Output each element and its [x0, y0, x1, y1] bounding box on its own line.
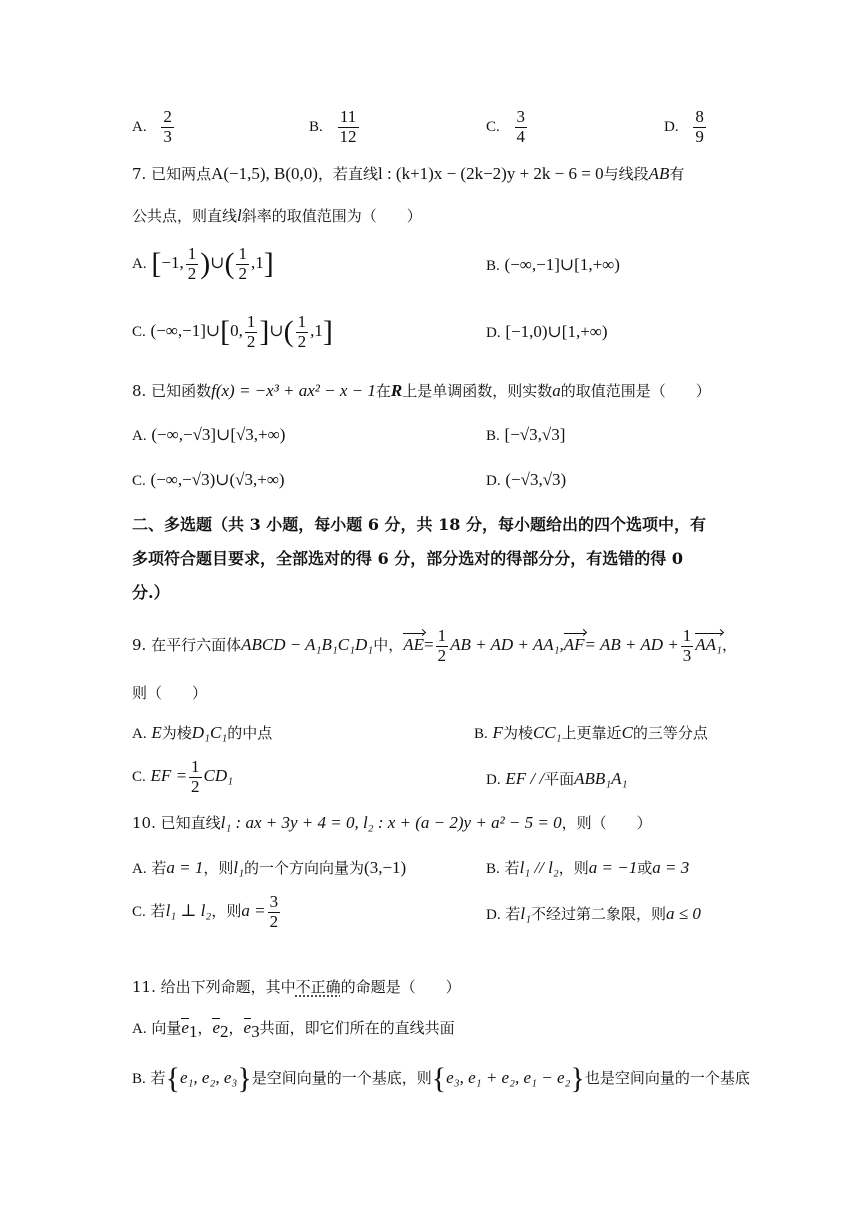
q9-then: 则（ ）	[132, 684, 208, 702]
q6-a-fraction: $\frac{2}{3}$	[163, 107, 172, 146]
q11-stem: 11. 给出下列命题，其中不正确的命题是（ ）	[132, 978, 461, 996]
q8-option-d: D. (−√3,√3)	[486, 470, 567, 489]
q6-d-fraction: $\frac{8}{9}$	[695, 107, 704, 146]
q7-option-a: A. [−1, $\frac{1}{2}$ )∪( $\frac{1}{2}$ ,1]	[132, 244, 274, 283]
q6-option-a: A. $\frac{2}{3}$	[132, 107, 172, 146]
q6-b-fraction: $\frac{11}{12}$	[339, 107, 357, 146]
q7-stem-line1: 7. 已知两点A(−1,5), B(0,0)，若直线l : (k+1)x − (2k−2)y + 2k − 6 = 0与线段AB有	[132, 164, 685, 183]
q9-option-a: A. E为棱D₁C₁的中点	[132, 723, 273, 742]
q10-option-c: C. 若l₁ ⊥ l₂，则a = $\frac{3}{2}$	[132, 892, 279, 931]
q8-stem: 8. 已知函数f(x) = −x³ + ax² − x − 1在R上是单调函数，则实数a的取值范围是（ ）	[132, 381, 711, 400]
q6-c-fraction: $\frac{3}{4}$	[516, 107, 526, 146]
q9-option-c: C. EF = $\frac{1}{2}$ CD₁	[132, 757, 234, 796]
q7-option-d: D. [−1,0)∪[1,+∞)	[486, 322, 608, 341]
q9-stem: 9. 在平行六面体ABCD − A₁B₁C₁D₁中，AE= $\frac{1}{2}$ AB + AD + AA₁,AF= AB + AD + $\frac{1}{3}$ AA₁，	[132, 626, 737, 665]
q9-option-d: D. EF / /平面ABB₁A₁	[486, 769, 628, 788]
q6-option-c: C. $\frac{3}{4}$	[486, 107, 526, 146]
q8-option-c: C. (−∞,−√3)∪(√3,+∞)	[132, 470, 285, 489]
q10-option-a: A. 若a = 1，则l₁的一个方向向量为(3,−1)	[132, 858, 407, 877]
q7-stem-line2: 公共点，则直线l斜率的取值范围为（ ）	[132, 206, 422, 225]
q6-option-d: D. $\frac{8}{9}$	[664, 107, 704, 146]
q10-stem: 10. 已知直线l₁ : ax + 3y + 4 = 0, l₂ : x + (a − 2)y + a² − 5 = 0，则（ ）	[132, 813, 652, 832]
q6-option-b: B. $\frac{11}{12}$	[309, 107, 357, 146]
q11-option-a: A. 向量$e_1$，$e_2$，$e_3$共面，即它们所在的直线共面	[132, 1018, 455, 1041]
q8-option-b: B. [−√3,√3]	[486, 425, 566, 444]
q11-option-b: B. 若{e₁, e₂, e₃}是空间向量的一个基底，则{e₃, e₁ + e₂, e₁ − e₂}也是空间向量的一个基底	[132, 1062, 750, 1095]
section-heading-line1: 二、多选题（共 3 小题，每小题 6 分，共 18 分，每小题给出的四个选项中，有	[132, 515, 706, 534]
section-heading-line3: 分.）	[132, 583, 170, 602]
q10-option-d: D. 若l₁不经过第二象限，则a ≤ 0	[486, 904, 701, 923]
q7-option-c: C. (−∞,−1]∪[0, $\frac{1}{2}$ ]∪( $\frac{1}{2}$ ,1]	[132, 312, 333, 351]
section-heading-line2: 多项符合题目要求，全部选对的得 6 分，部分选对的得部分分，有选错的得 0	[132, 549, 683, 568]
q10-option-b: B. 若l₁ // l₂，则a = −1或a = 3	[486, 858, 690, 877]
q9-option-b: B. F为棱CC₁上更靠近C的三等分点	[474, 723, 708, 742]
q7-option-b: B. (−∞,−1]∪[1,+∞)	[486, 255, 620, 274]
q8-option-a: A. (−∞,−√3]∪[√3,+∞)	[132, 425, 286, 444]
